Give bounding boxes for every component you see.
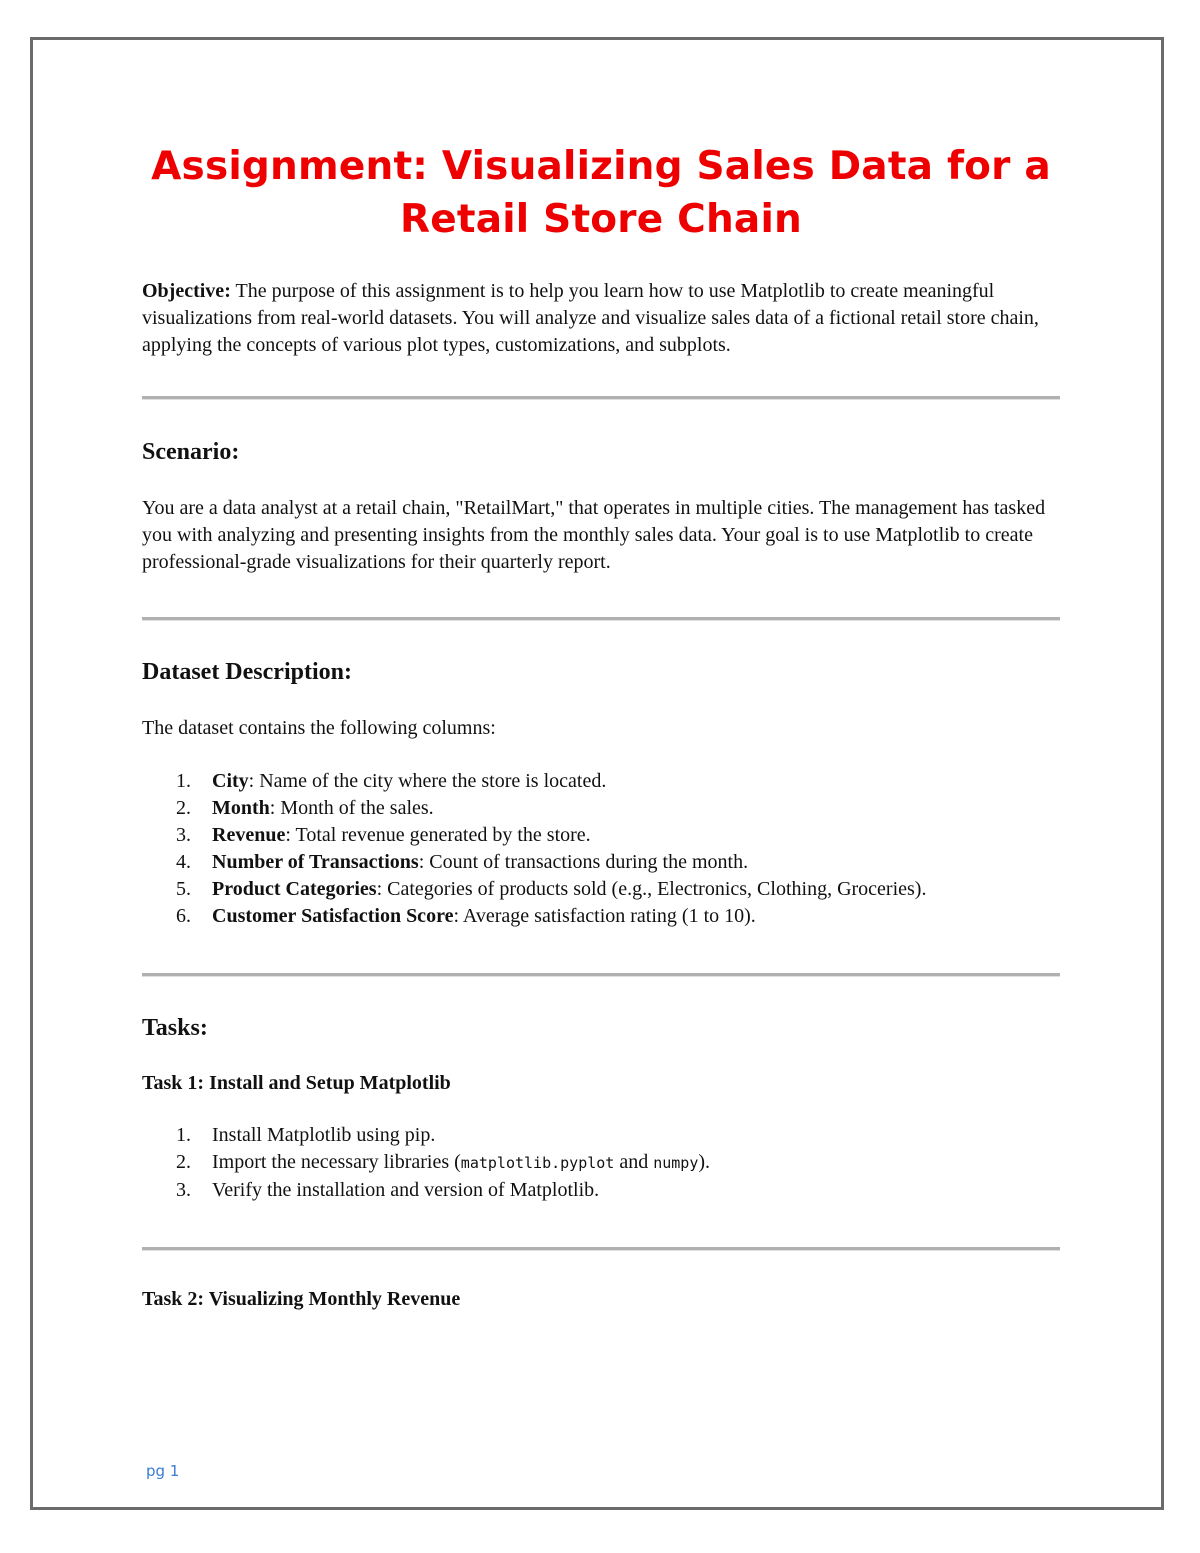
list-item: 2. Month: Month of the sales. bbox=[176, 797, 434, 819]
tasks-heading: Tasks: bbox=[142, 1015, 208, 1041]
section-divider bbox=[142, 1247, 1060, 1251]
objective-text: The purpose of this assignment is to help you learn how to use Matplotlib to create meaningful visualizations from real-world datasets. You will analyze and visualize sales data of a fictional retail store chain, applying the concepts of various plot types, customizations, and subplots. bbox=[142, 280, 1039, 356]
section-divider bbox=[142, 396, 1060, 400]
dataset-intro: The dataset contains the following columns: bbox=[142, 717, 496, 739]
scenario-paragraph: You are a data analyst at a retail chain, "RetailMart," that operates in multiple cities. The management has tasked you with analyzing and presenting insights from the monthly sales data. Your goal is to use Matplotlib to create professional-grade visualizations for their quarterly report. bbox=[142, 497, 1046, 573]
objective-paragraph bbox=[142, 278, 1060, 359]
section-divider bbox=[142, 973, 1060, 977]
document-title: Assignment: Visualizing Sales Data for a Retail Store Chain bbox=[151, 144, 1051, 242]
list-item: 1. City: Name of the city where the store is located. bbox=[176, 770, 607, 792]
task1-steps-list bbox=[142, 1122, 1060, 1204]
task1-heading: Task 1: Install and Setup Matplotlib bbox=[142, 1072, 451, 1094]
list-item: 1. Install Matplotlib using pip. bbox=[176, 1124, 436, 1146]
code-snippet: matplotlib.pyplot bbox=[460, 1154, 615, 1172]
list-item: 5. Product Categories: Categories of products sold (e.g., Electronics, Clothing, Groceries). bbox=[176, 878, 927, 900]
task2-heading: Task 2: Visualizing Monthly Revenue bbox=[142, 1288, 461, 1310]
list-item: 3. Verify the installation and version of Matplotlib. bbox=[176, 1179, 600, 1201]
list-item: 3. Revenue: Total revenue generated by the store. bbox=[176, 824, 591, 846]
list-item: 6. Customer Satisfaction Score: Average satisfaction rating (1 to 10). bbox=[176, 905, 756, 927]
list-item: 2. Import the necessary libraries (matplotlib.pyplot and numpy). bbox=[176, 1151, 711, 1173]
page-number: pg 1 bbox=[146, 1462, 180, 1480]
list-item: 4. Number of Transactions: Count of transactions during the month. bbox=[176, 851, 749, 873]
code-snippet: numpy bbox=[653, 1154, 699, 1172]
dataset-heading: Dataset Description: bbox=[142, 659, 352, 685]
document-body bbox=[142, 140, 1060, 1312]
scenario-heading: Scenario: bbox=[142, 439, 240, 465]
dataset-columns-list bbox=[142, 768, 1060, 930]
objective-label: Objective: bbox=[142, 280, 231, 302]
section-divider bbox=[142, 617, 1060, 621]
